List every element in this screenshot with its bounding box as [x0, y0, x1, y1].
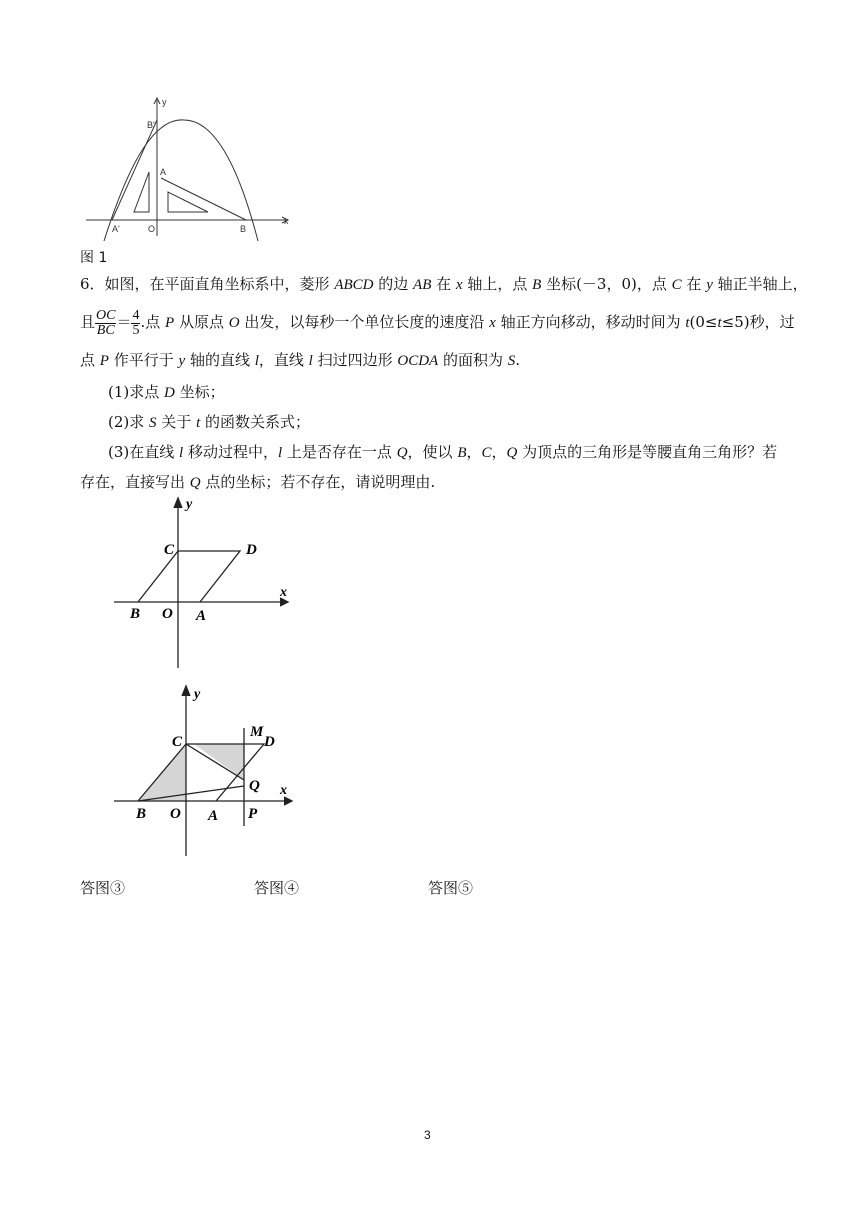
shaded-x-label: x	[280, 783, 287, 798]
question-3-line-2: 存在，直接写出 Q 点的坐标；若不存在，请说明理由.	[80, 473, 436, 491]
problem-number: 6．	[80, 275, 105, 293]
figure-1-caption: 图 1	[80, 250, 108, 266]
answer-caption-3: 答图③	[80, 879, 126, 897]
figure-1-parabola	[86, 96, 300, 241]
rhombus-b-label: B	[130, 606, 141, 622]
fig1-b-label: B	[240, 224, 247, 234]
figure-rhombus	[108, 496, 298, 672]
shaded-a-label: A	[208, 808, 219, 824]
shaded-p-label: P	[248, 806, 258, 822]
question-2: (2)求 S 关于 t 的函数关系式；	[108, 413, 311, 431]
fig1-a-label: A	[160, 167, 167, 177]
fig1-x-label: x	[284, 216, 289, 226]
fig1-b-prime-label: B'	[147, 120, 155, 130]
shaded-y-label: y	[194, 687, 201, 702]
rhombus-c-label: C	[164, 542, 175, 558]
answer-caption-5: 答图⑤	[428, 879, 474, 897]
fraction-oc-bc: $\frac{OC}{BC}$	[96, 307, 116, 338]
rhombus-d-label: D	[246, 542, 257, 558]
page-number: 3	[424, 1128, 431, 1142]
problem-line-2: 且 $\frac{OC}{BC}$ ＝ $\frac{4}{5}$ .点 P 从原点 O 出发，以每秒一个单位长度的速度沿 x 轴正方向移动，移动时间为 t(0≤t≤5)秒，过	[80, 307, 795, 338]
problem-line-3: 点 P 作平行于 y 轴的直线 l，直线 l 扫过四边形 OCDA 的面积为 S.	[80, 351, 521, 369]
rhombus-o-label: O	[162, 606, 173, 622]
shaded-m-label: M	[250, 724, 264, 740]
rhombus-x-label: x	[280, 585, 287, 600]
fraction-4-5: $\frac{4}{5}$	[132, 307, 140, 338]
rhombus-a-label: A	[196, 608, 207, 624]
problem-line-1: 6．如图，在平面直角坐标系中，菱形 ABCD 的边 AB 在 x 轴上，点 B 坐标(－3，0)，点 C 在 y 轴正半轴上，	[80, 275, 808, 293]
rhombus-y-label: y	[186, 497, 193, 512]
shaded-o-label: O	[170, 806, 181, 822]
answer-caption-4: 答图④	[254, 879, 300, 897]
question-1: (1)求点 D 坐标；	[108, 383, 225, 401]
fig1-o-label: O	[148, 224, 156, 234]
question-3-line-1: (3)在直线 l 移动过程中，l 上是否存在一点 Q，使以 B，C，Q 为顶点的三角形是等腰直角三角形？若	[108, 443, 778, 461]
shaded-c-label: C	[172, 734, 183, 750]
fig1-y-label: y	[162, 97, 167, 107]
shaded-q-label: Q	[249, 778, 260, 794]
fig1-a-prime-label: A'	[112, 224, 120, 234]
figure-shaded-answer	[108, 684, 302, 860]
shaded-d-label: D	[264, 734, 275, 750]
shaded-b-label: B	[136, 806, 147, 822]
